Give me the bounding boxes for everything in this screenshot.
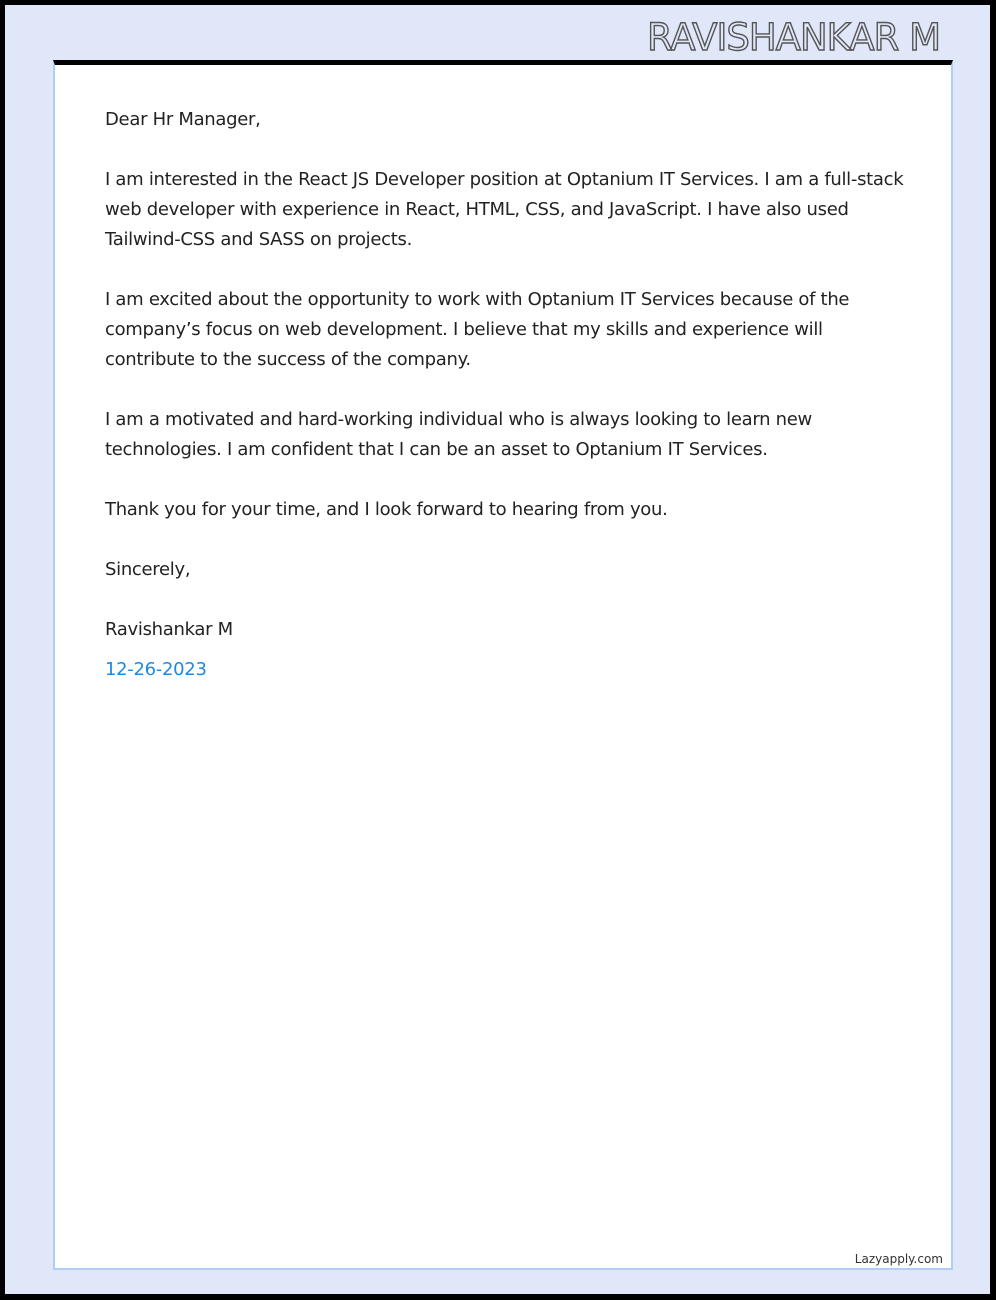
paragraph-2: I am excited about the opportunity to work with Optanium IT Services because of the company’s focus on web development. I believe that my skills and experience will contribute to the success of the company. [105, 289, 850, 370]
watermark: Lazyapply.com [854, 1252, 943, 1266]
paragraph-4: Thank you for your time, and I look forward to hearing from you. [105, 499, 668, 520]
signature: Ravishankar M [105, 619, 233, 640]
closing: Sincerely, [105, 559, 191, 580]
paragraph-3: I am a motivated and hard-working individual who is always looking to learn new technologies. I am confident that I can be an asset to Optanium IT Services. [105, 409, 812, 460]
applicant-name-heading: RAVISHANKAR M [647, 16, 940, 59]
letter-date: 12-26-2023 [105, 659, 207, 680]
letter-body [105, 105, 905, 715]
letter-paper [53, 60, 953, 1270]
paragraph-1: I am interested in the React JS Developer position at Optanium IT Services. I am a full-stack web developer with experience in React, HTML, CSS, and JavaScript. I have also used Tailwind-CSS and SASS on projects. [105, 169, 904, 250]
page-frame [5, 5, 990, 1294]
salutation: Dear Hr Manager, [105, 109, 261, 130]
